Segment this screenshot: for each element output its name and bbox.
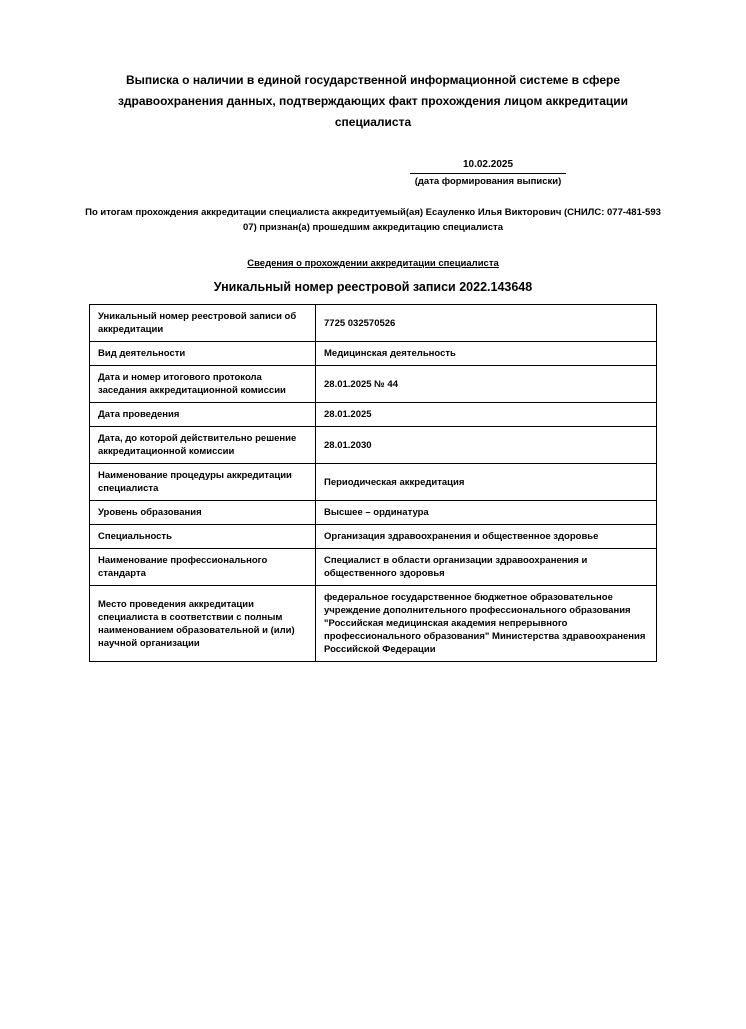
registry-number-heading: Уникальный номер реестровой записи 2022.143648 bbox=[213, 280, 533, 294]
table-row bbox=[90, 525, 657, 549]
field-label: Место проведения аккредитации специалиста в соответствии с полным наименованием образовательной и (или) научной организации bbox=[90, 586, 316, 662]
field-value: федеральное государственное бюджетное образовательное учреждение дополнительного профессионального образования "Российская медицинская академия непрерывного профессионального образования" Министерства здравоохранения Российской Федерации bbox=[316, 586, 657, 662]
field-label: Наименование процедуры аккредитации специалиста bbox=[90, 464, 316, 501]
accreditation-details-table bbox=[89, 304, 657, 662]
issue-date-caption: (дата формирования выписки) bbox=[414, 176, 562, 187]
table-row bbox=[90, 586, 657, 662]
accreditation-summary-text: По итогам прохождения аккредитации специалиста аккредитуемый(ая) Есауленко Илья Викторович (СНИЛС: 077-481-593 07) признан(а) прошедшим аккредитацию специалиста bbox=[85, 207, 661, 233]
field-value: Медицинская деятельность bbox=[316, 342, 657, 366]
table-row bbox=[90, 403, 657, 427]
field-label: Дата и номер итогового протокола заседания аккредитационной комиссии bbox=[90, 366, 316, 403]
table-row bbox=[90, 464, 657, 501]
field-label: Уровень образования bbox=[90, 501, 316, 525]
field-value: Высшее – ординатура bbox=[316, 501, 657, 525]
field-label: Наименование профессионального стандарта bbox=[90, 549, 316, 586]
table-row bbox=[90, 501, 657, 525]
issue-date-value: 10.02.2025 bbox=[410, 158, 566, 174]
field-value: Специалист в области организации здравоохранения и общественного здоровья bbox=[316, 549, 657, 586]
table-row bbox=[90, 549, 657, 586]
section-heading: Сведения о прохождении аккредитации специалиста bbox=[247, 258, 499, 269]
table-row bbox=[90, 366, 657, 403]
field-label: Специальность bbox=[90, 525, 316, 549]
table-row bbox=[90, 305, 657, 342]
field-value: Периодическая аккредитация bbox=[316, 464, 657, 501]
field-label: Вид деятельности bbox=[90, 342, 316, 366]
field-value: 7725 032570526 bbox=[316, 305, 657, 342]
issue-date-block bbox=[410, 158, 566, 189]
field-label: Уникальный номер реестровой записи об аккредитации bbox=[90, 305, 316, 342]
field-value: Организация здравоохранения и общественное здоровье bbox=[316, 525, 657, 549]
field-label: Дата, до которой действительно решение аккредитационной комиссии bbox=[90, 427, 316, 464]
document-title: Выписка о наличии в единой государственной информационной системе в сфере здравоохранения данных, подтверждающих факт прохождения лицом аккредитации специалиста bbox=[117, 73, 629, 129]
field-value: 28.01.2025 № 44 bbox=[316, 366, 657, 403]
field-value: 28.01.2030 bbox=[316, 427, 657, 464]
table-row bbox=[90, 427, 657, 464]
field-label: Дата проведения bbox=[90, 403, 316, 427]
table-row bbox=[90, 342, 657, 366]
field-value: 28.01.2025 bbox=[316, 403, 657, 427]
